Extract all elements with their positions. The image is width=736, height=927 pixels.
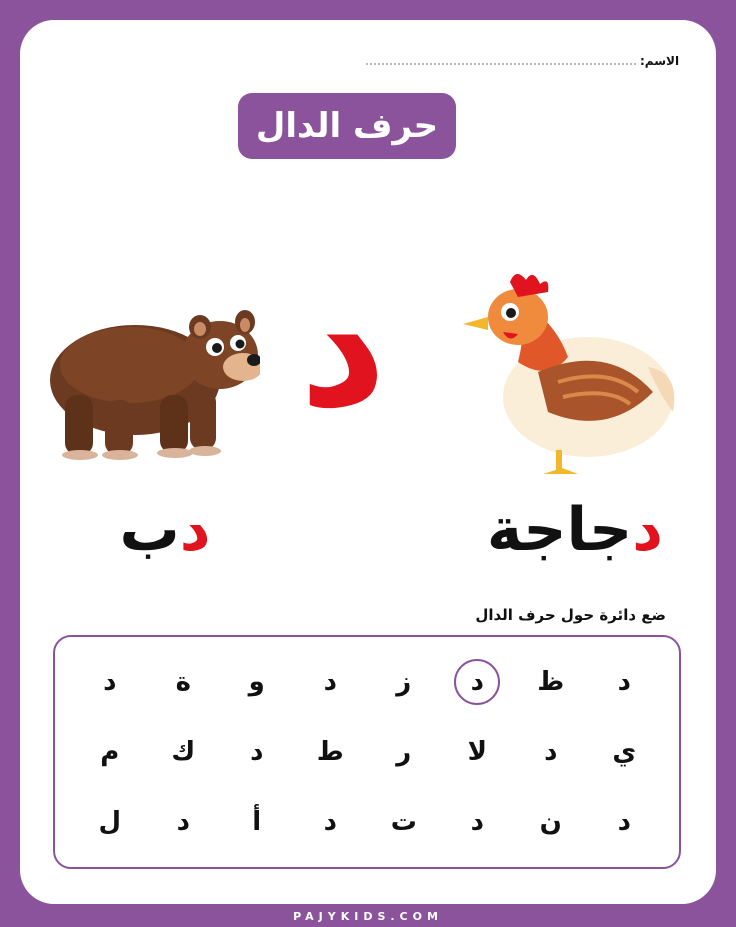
grid-letter-text: ت (390, 807, 417, 837)
grid-letter-text: ة (175, 667, 191, 697)
grid-letter-text: أ (252, 807, 262, 837)
word-hen-letter: د (632, 495, 664, 565)
grid-letter-text: د (617, 807, 631, 837)
grid-letter-text: ي (612, 737, 637, 767)
grid-letter-text: ظ (537, 667, 565, 697)
word-bear-letter: د (179, 495, 211, 565)
grid-letter-text: د (323, 807, 337, 837)
bear-illustration (40, 285, 260, 460)
grid-letter[interactable] (367, 717, 441, 787)
grid-letter[interactable] (220, 787, 294, 857)
grid-letter-text: ط (316, 737, 344, 767)
page-title: حرف الدال (238, 93, 456, 159)
grid-letter[interactable] (588, 717, 662, 787)
grid-letter-text: و (248, 667, 265, 697)
name-field (366, 46, 686, 68)
grid-letter[interactable] (588, 787, 662, 857)
grid-letter-text: د (323, 667, 337, 697)
grid-letter-text: د (544, 737, 558, 767)
name-line[interactable] (366, 63, 636, 65)
grid-letter[interactable] (441, 717, 515, 787)
grid-letter[interactable] (588, 647, 662, 717)
word-bear-rest: ب (119, 495, 180, 565)
grid-letter[interactable] (294, 647, 368, 717)
grid-letter-text: ز (396, 667, 412, 697)
name-label: الاسم: (640, 54, 680, 68)
grid-letter[interactable] (220, 717, 294, 787)
grid-letter-text: د (103, 667, 117, 697)
grid-letter-text: د (470, 807, 484, 837)
footer-brand: PAJYKIDS.COM (293, 910, 443, 923)
grid-letter[interactable] (441, 787, 515, 857)
grid-letter-text: لا (467, 737, 487, 767)
grid-letter[interactable] (147, 787, 221, 857)
letter-grid-box (53, 635, 681, 869)
grid-letter[interactable] (294, 717, 368, 787)
grid-letter[interactable] (367, 647, 441, 717)
word-hen (470, 495, 680, 565)
grid-letter[interactable] (514, 647, 588, 717)
grid-letter[interactable] (294, 787, 368, 857)
grid-letter[interactable] (147, 647, 221, 717)
grid-letter-text: ر (396, 737, 412, 767)
grid-letter-text: د (250, 737, 264, 767)
grid-letter-text: ك (171, 737, 196, 767)
word-bear (90, 495, 240, 565)
featured-letter: د (299, 248, 387, 446)
grid-letter[interactable] (220, 647, 294, 717)
grid-letter-text: د (617, 667, 631, 697)
grid-letter[interactable] (367, 787, 441, 857)
grid-letter-text: د (454, 659, 500, 705)
grid-letter-text: د (176, 807, 190, 837)
grid-letter[interactable] (441, 647, 515, 717)
instruction-text: ضع دائرة حول حرف الدال (475, 606, 666, 624)
letter-grid (55, 637, 679, 867)
grid-letter-text: م (100, 737, 120, 767)
grid-letter-text: ن (539, 807, 562, 837)
grid-letter[interactable] (514, 787, 588, 857)
grid-letter-text: ل (98, 807, 122, 837)
grid-letter[interactable] (73, 647, 147, 717)
grid-letter[interactable] (514, 717, 588, 787)
grid-letter[interactable] (147, 717, 221, 787)
word-hen-rest: جاجة (486, 495, 633, 565)
hen-illustration (458, 262, 683, 487)
grid-letter[interactable] (73, 787, 147, 857)
grid-letter[interactable] (73, 717, 147, 787)
